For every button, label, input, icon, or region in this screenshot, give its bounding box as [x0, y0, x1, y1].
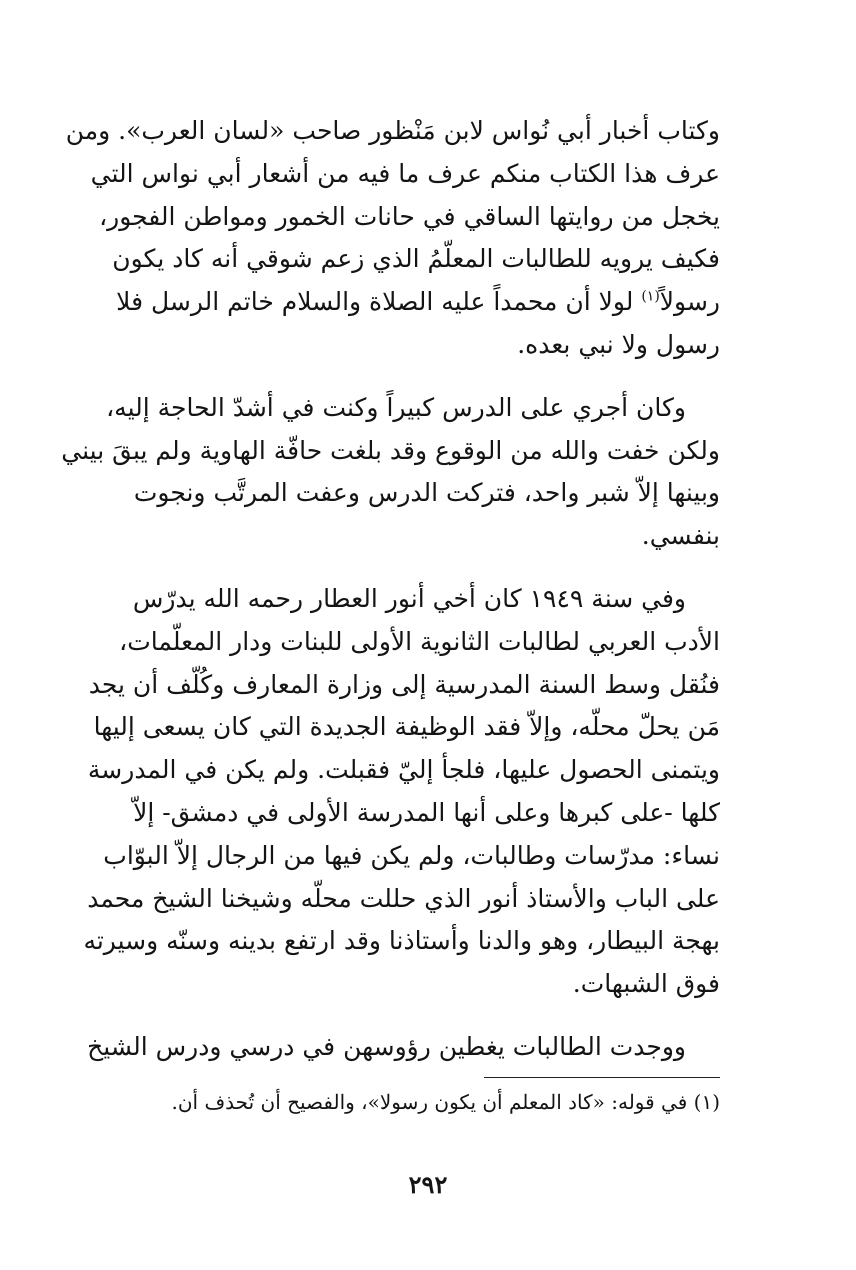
- paragraph-3: [83, 578, 720, 1006]
- text-line: فنُقل وسط السنة المدرسية إلى وزارة المعارف وكُلّف أن يجد: [88, 669, 720, 699]
- text-line: بهجة البيطار، وهو والدنا وأستاذنا وقد ارتفع بدينه وسنّه وسيرته: [83, 926, 720, 956]
- paragraph-2: [61, 387, 720, 558]
- footnote-divider: [484, 1077, 720, 1078]
- footnote-reference[interactable]: (١): [641, 288, 660, 305]
- body-text: [61, 110, 720, 1069]
- text-line: ولكن خفت والله من الوقوع وقد بلغت حافّة الهاوية ولم يبقَ بيني: [61, 435, 720, 465]
- text-line: كلها -على كبرها وعلى أنها المدرسة الأولى في دمشق- إلاّ: [133, 797, 720, 827]
- text-line: نساء: مدرّسات وطالبات، ولم يكن فيها من الرجال إلاّ البوّاب: [103, 840, 720, 870]
- text-line: عرف هذا الكتاب منكم عرف ما فيه من أشعار أبي نواس التي: [90, 158, 720, 188]
- text-line: يخجل من روايتها الساقي في حانات الخمور ومواطن الفجور،: [99, 201, 720, 231]
- footnote: (١) في قوله: «كاد المعلم أن يكون رسولا»، والفصيح أن تُحذف أن.: [171, 1090, 720, 1114]
- page-number: ٢٩٢: [408, 1170, 448, 1199]
- text-line: وبينها إلاّ شبر واحد، فتركت الدرس وعفت المرتَّب ونجوت: [133, 478, 720, 508]
- text-line: ويتمنى الحصول عليها، فلجأ إليّ فقبلت. ولم يكن في المدرسة: [87, 755, 720, 785]
- text-line: وكان أجري على الدرس كبيراً وكنت في أشدّ الحاجة إليه،: [106, 392, 686, 422]
- text-line: وفي سنة ١٩٤٩ كان أخي أنور العطار رحمه الله يدرّس: [132, 583, 686, 613]
- text-line: بنفسي.: [641, 521, 720, 551]
- text-segment: لولا أن محمداً عليه الصلاة والسلام خاتم الرسل فلا: [116, 287, 642, 317]
- paragraph-4: [87, 1026, 720, 1069]
- text-line: الأدب العربي لطالبات الثانوية الأولى للبنات ودار المعلّمات،: [119, 626, 720, 656]
- text-line: مَن يحلّ محلّه، وإلاّ فقد الوظيفة الجديدة التي كان يسعى إليها: [93, 712, 720, 742]
- text-line: ووجدت الطالبات يغطين رؤوسهن في درسي ودرس الشيخ: [87, 1031, 686, 1061]
- text-segment: رسولاً: [659, 287, 720, 317]
- text-line: فوق الشبهات.: [572, 969, 720, 999]
- text-line: وكتاب أخبار أبي نُواس لابن مَنْظور صاحب «لسان العرب». ومن: [65, 116, 720, 145]
- text-line: فكيف يرويه للطالبات المعلّمُ الذي زعم شوقي أنه كاد يكون: [112, 244, 720, 274]
- text-line-with-footnote-ref: [116, 281, 720, 324]
- text-line: رسول ولا نبي بعده.: [517, 329, 720, 359]
- text-line: على الباب والأستاذ أنور الذي حللت محلّه وشيخنا الشيخ محمد: [87, 883, 720, 913]
- paragraph-1: [65, 110, 720, 367]
